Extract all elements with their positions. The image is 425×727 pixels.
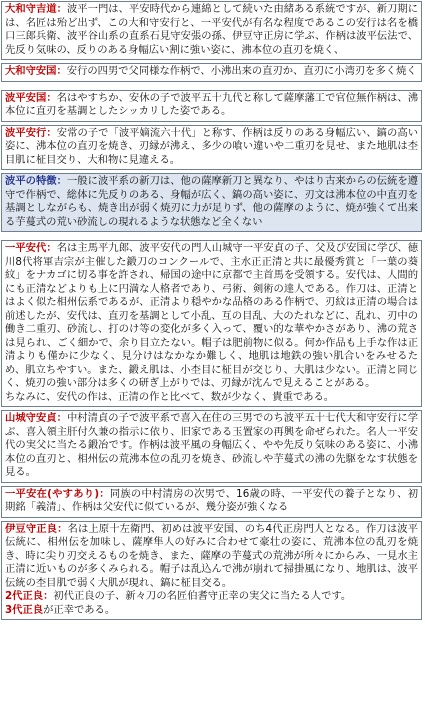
entry-heading: 波平安行	[5, 126, 47, 139]
entry-yamato-no-kami-yasukuni: 大和守安国：安行の四男で父同様な作柄で、小沸出来の直刃か、直刃に小湾刃を多く焼く	[1, 63, 422, 82]
entry-heading: 一平安在(やすあり)	[5, 487, 100, 500]
entry-heading: 山城守安貞	[5, 412, 57, 424]
entry-body: 名はやすちか、安休の子で波平五十九代と称して薩摩藩工で官位無作柄は、沸本位に直刃を基調としたシッカリした姿である。	[5, 91, 419, 117]
entry-heading: 大和守吉道	[5, 3, 57, 15]
entry-body: 同族の中村清房の次男で、16歳の時、一平安代の養子となり、初期銘「義清」、作柄は父安代に似ているが、幾分姿が強くなる	[5, 487, 418, 513]
entry-heading: 波平の特徴	[5, 175, 57, 187]
entry-heading: 波平安国	[5, 91, 47, 104]
entry-body: 波平一門は、平安時代から連綿として続いた由緒ある系統ですが、新刀期には、名匠は殆ど出ず、この大和守安行と、一平安代が有名な程度であるこの安行は名を橋口三郎兵衛、波平谷山系の直系石見守安張の孫、伊豆守正房に学ぶ、作柄は波平伝法で、先反り気味の、反りのある身幅広い割に強い姿に、沸本位の直刃を焼く、	[5, 3, 419, 56]
entry-body: 安行の四男で父同様な作柄で、小沸出来の直刃か、直刃に小湾刃を多く焼く	[66, 65, 417, 77]
entry-heading: 一平安代	[5, 242, 47, 254]
entry-body: 一般に波平系の新刀は、他の薩摩新刀と異なり、やはり古来からの伝統を遵守で作柄で、総体に先反りのある、身幅が広く、鎬の高い姿に、刃文は沸本位の中直刃を基調としながらも、焼き出が弱く焼刃に力が足りず、他の薩摩のように、焼が強くて出来る芋蔓式の荒い砂流しの現れるような状態など全くない	[5, 175, 419, 228]
entry-body: 中村清貞の子で波平系で喜入在住の三男でのち波平五十七代大和守安行に学ぶ、喜入領主肝付久兼の指示に依り、旧家である玉置家の再興を命ぜられた。名人一平安代の実父に当たる鍛冶です。作柄は波平風の身幅広く、やや先反り気味のある姿に、小沸本位の直刃と、相州伝の荒沸本位の乱刃を焼き、砂流しや芋蔓式の沸の先駆をなす状態を見る。	[5, 412, 419, 478]
entry-body: 初代正良の子、新々刀の名匠伯耆守正幸の実父に当たる人です。	[53, 590, 352, 602]
entry-izu-no-kami-masayoshi	[1, 521, 422, 621]
entry-subheading: 3代正良	[5, 603, 44, 616]
entry-heading: 大和守安国	[5, 65, 57, 77]
entry-paragraph: 一平安代：名は主馬平九郎、波平安代の門人山城守一平安貞の子、父及び安国に学び、徳川8代将軍吉宗が主催した鍛刀のコンクールで、主水正正清と共に最優秀賞と「一葉の葵紋」をナカゴに切る事を許され、帰国の途中に京都で主首馬を受領する。安代は、人間的にも正清などよりも上に円満な人格者であり、弓術、剣術の達人である。作刀は、正清とはよく似た相州伝系であるが、正清より穏やかな品格のある作柄で、刃紋は正清の場合は前述したが、安代は、直刃を基調として小乱、互の目乱、大のたれなどに、乱れ、刃中の働き二重刃、砂流し、打のけ等の変化が多く入って、覆い的な華やかさがあり、沸の荒さは見られ、ごく細かで、余り目立たない。帽子は肥前物に似る。何か作品も上手な作は正清よりも僅かに少なく、見分けはなかなか難しく、地肌は地鉄の強い肌合いをみせるため、肌立ちやすい。また、鍛え肌は、小杢目に柾目が交じり、大肌は少ない。正清と同じく、焼刃の強い部分は多くの研ぎ上がりでは、刃縁が沈んで見えることがある。	[5, 242, 419, 389]
entry-body: が正幸である。	[43, 603, 116, 616]
entry-ippei-yasuyo	[1, 240, 422, 407]
entry-subheading: 2代正良	[5, 590, 44, 602]
entry-body: 安常の子で「波平嫡流六十代」と称す、作柄は反りのある身幅広い、鎬の高い姿に、沸本位の直刃を焼き、刃縁が沸え、多少の喰い違いや二重刃を見せ、また地肌は杢目肌に柾目交り、大和物に見違える。	[5, 126, 419, 166]
entry-body: 名は主馬平九郎、波平安代の門人山城守一平安貞の子、父及び安国に学び、徳川8代将軍吉宗が主催した鍛刀のコンクールで、主水正正清と共に最優秀賞と「一葉の葵紋」をナカゴに切る事を許され、帰国の途中に京都で主首馬を受領する。安代は、人間的にも正清などよりも上に円満な人格者であり、弓術、剣術の達人である。作刀は、正清とはよく似た相州伝系であるが、正清より穏やかな品格のある作柄で、刃紋は正清の場合は前述したが、安代は、直刃を基調として小乱、互の目乱、大のたれなどに、乱れ、刃中の働き二重刃、砂流し、打のけ等の変化が多く入って、覆い的な華やかさがあり、沸の荒さは見られ、ごく細かで、余り目立たない。帽子は肥前物に似る。何か作品も上手な作は正清よりも僅かに少なく、見分けはなかなか難しく、地肌は地鉄の強い肌合いをみせるため、肌立ちやすい。また、鍛え肌は、小杢目に柾目が交じり、大肌は少ない。正清と同じく、焼刃の強い部分は多くの研ぎ上がりでは、刃縁が沈んで見えることがある。	[5, 242, 419, 389]
entry-paragraph: ちなみに、安代の作は、正清の作と比べて、数が少なく、貴重である。	[5, 390, 335, 403]
entry-paragraph	[5, 604, 418, 618]
entry-paragraph: 伊豆守正良：名は上原十左衛門、初めは波平安国、のち4代正房門人となる。作刀は波平伝統に、相州伝を加味し、薩摩隼人の好みに合わせて豪壮の姿に、荒沸本位の乱刃を焼き、時に尖り刃交えるものを焼き、また、薩摩の芋蔓式の荒沸が所々にからみ、一見水主正清に近いものが多くみられる。帽子は乱込んで沸が崩れて掃掛風になり、地肌は、波平伝統の杢目肌で弱く大肌が現れ、鎬に柾目交る。	[5, 522, 418, 589]
entry-naminohira-yasukuni: 波平安国：名はやすちか、安休の子で波平五十九代と称して薩摩藩工で官位無作柄は、沸本位に直刃を基調としたシッカリした姿である。	[1, 90, 422, 122]
entry-naminohira-yasuyuki: 波平安行：安常の子で「波平嫡流六十代」と称す、作柄は反りのある身幅広い、鎬の高い姿に、沸本位の直刃を焼き、刃縁が沸え、多少の喰い違いや二重刃を見せ、また地肌は杢目肌に柾目交り、大和物に見違える。	[1, 125, 422, 171]
entry-heading: 伊豆守正良	[5, 522, 58, 535]
entry-yamato-no-kami-yoshimichi: 大和守吉道：波平一門は、平安時代から連綿として続いた由緒ある系統ですが、新刀期には、名匠は殆ど出ず、この大和守安行と、一平安代が有名な程度であるこの安行は名を橋口三郎兵衛、波平谷山系の直系石見守安張の孫、伊豆守正房に学ぶ、作柄は波平伝法で、先反り気味の、反りのある身幅広い割に強い姿に、沸本位の直刃を焼く、	[1, 1, 422, 60]
entry-ippei-yasuari: 一平安在(やすあり)：同族の中村清房の次男で、16歳の時、一平安代の養子となり、初期銘「義清」、作柄は父安代に似ているが、幾分姿が強くなる	[1, 486, 422, 518]
entry-paragraph: 2代正良：初代正良の子、新々刀の名匠伯耆守正幸の実父に当たる人です。	[5, 590, 352, 602]
entry-yamashiro-no-kami-yasusada: 山城守安貞：中村清貞の子で波平系で喜入在住の三男でのち波平五十七代大和守安行に学ぶ、喜入領主肝付久兼の指示に依り、旧家である玉置家の再興を命ぜられた。名人一平安代の実父に当たる鍛冶です。作柄は波平風の身幅広く、やや先反り気味のある姿に、小沸本位の直刃と、相州伝の荒沸本位の乱刃を焼き、砂流しや芋蔓式の沸の先駆をなす状態を見る。	[1, 410, 422, 483]
entry-body: 名は上原十左衛門、初めは波平安国、のち4代正房門人となる。作刀は波平伝統に、相州伝を加味し、薩摩隼人の好みに合わせて豪壮の姿に、荒沸本位の乱刃を焼き、時に尖り刃交えるものを焼き、また、薩摩の芋蔓式の荒沸が所々にからみ、一見水主正清に近いものが多くみられる。帽子は乱込んで沸が崩れて掃掛風になり、地肌は、波平伝統の杢目肌で弱く大肌が現れ、鎬に柾目交る。	[5, 522, 418, 589]
entry-naminohira-features: 波平の特徴：一般に波平系の新刀は、他の薩摩新刀と異なり、やはり古来からの伝統を遵守で作柄で、総体に先反りのある、身幅が広く、鎬の高い姿に、刃文は沸本位の中直刃を基調としながらも、焼き出が弱く焼刃に力が足りず、他の薩摩のように、焼が強くて出来る芋蔓式の荒い砂流しの現れるような状態など全くない	[1, 173, 422, 232]
